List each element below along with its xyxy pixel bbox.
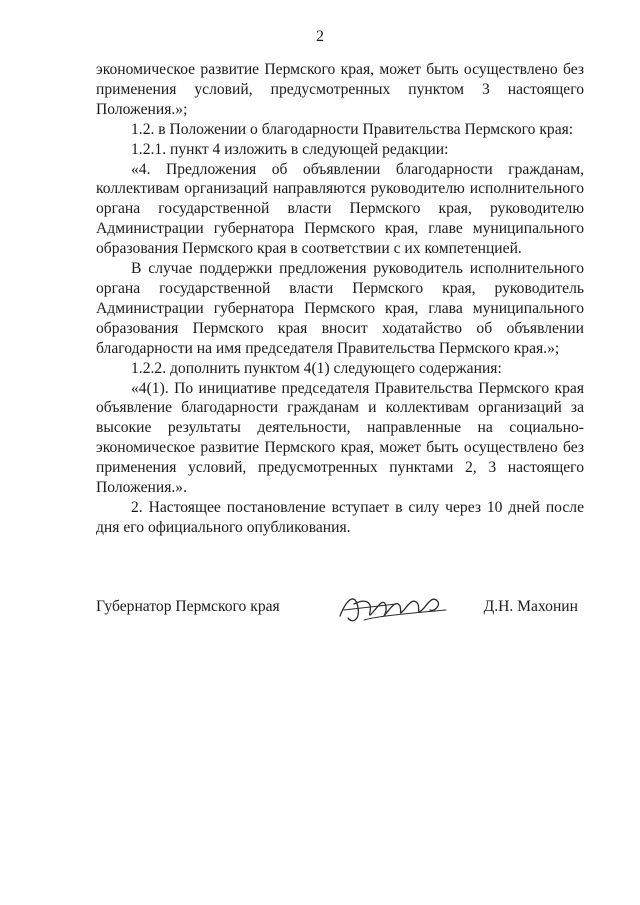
signatory-name: Д.Н. Махонин <box>483 598 578 615</box>
document-body <box>96 60 584 538</box>
handwritten-signature <box>334 586 454 628</box>
paragraph: 1.2.1. пункт 4 изложить в следующей редакции: <box>131 140 449 158</box>
paragraph: В случае поддержки предложения руководитель исполнительного органа государственной власти Пермского края, руководитель Администрации губернатора Пермского края, глава муниципального образования Пермского края вносит ходатайство об объявлении благодарности на имя председателя Правительства Пермского края.»; <box>96 260 584 357</box>
signature-block <box>96 594 584 634</box>
paragraph: 2. Настоящее постановление вступает в силу через 10 дней после дня его официального опубликования. <box>96 498 584 536</box>
paragraph: экономическое развитие Пермского края, может быть осуществлено без применения условий, предусмотренных пунктом 3 настоящего Положения.»; <box>96 61 584 118</box>
paragraph: 1.2. в Положении о благодарности Правительства Пермского края: <box>131 120 574 138</box>
paragraph: «4. Предложения об объявлении благодарности гражданам, коллективам организаций направляются руководителю исполнительного органа государственной власти Пермского края, руководителю Администрации губернатора Пермского края, главе муниципального образования Пермского края в соответствии с их компетенцией. <box>96 160 584 258</box>
paragraph: «4(1). По инициативе председателя Правительства Пермского края объявление благодарности гражданам и коллективам организаций за высокие результаты деятельности, направленные на социально-экономическое развитие Пермского края, может быть осуществлено без применения условий, предусмотренных пунктами 2, 3 настоящего Положения.». <box>96 379 584 497</box>
paragraph: 1.2.2. дополнить пунктом 4(1) следующего содержания: <box>131 359 502 377</box>
signatory-title: Губернатор Пермского края <box>96 598 280 615</box>
page-number: 2 <box>316 28 324 45</box>
